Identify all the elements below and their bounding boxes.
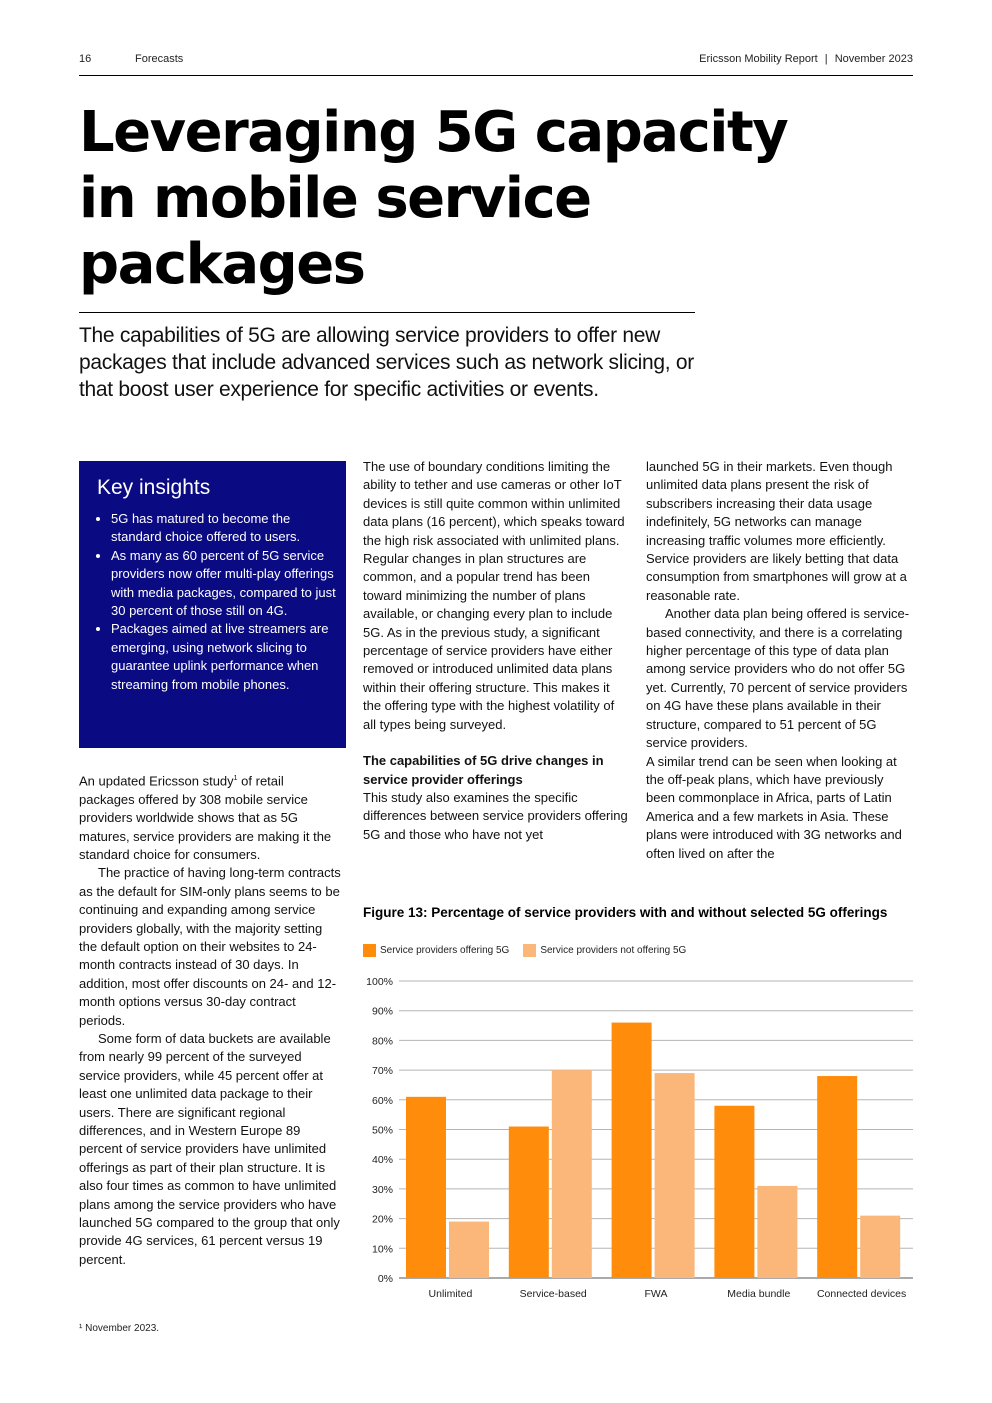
y-tick-label: 50%	[371, 1124, 393, 1137]
x-tick-label: Connected devices	[816, 1288, 907, 1300]
bar-not-offering-5g	[757, 1186, 797, 1278]
intro-rule	[79, 312, 695, 313]
intro-paragraph: The capabilities of 5G are allowing service providers to offer new packages that include advanced services such as network slicing, or that boost user experience for specific activities or events.	[79, 324, 694, 401]
y-tick-label: 90%	[371, 1005, 393, 1018]
footnote: ¹ November 2023.	[79, 1323, 160, 1334]
y-tick-label: 30%	[371, 1183, 393, 1196]
key-insights-heading: Key insights	[97, 476, 211, 499]
body-column-2	[363, 458, 629, 844]
page-title: Leveraging 5G capacity in mobile service packages	[79, 100, 788, 297]
body-text: of retail packages offered by 308 mobile service providers worldwide shows that as 5G matures, service providers are making it the standard choice for consumers.	[79, 773, 332, 862]
figure-title: Figure 13: Percentage of service providers with and without selected 5G offerings	[363, 905, 888, 920]
y-tick-label: 60%	[371, 1094, 393, 1107]
y-tick-label: 20%	[371, 1213, 393, 1226]
y-tick-label: 70%	[371, 1065, 393, 1078]
y-tick-label: 100%	[366, 976, 393, 988]
legend-label: Service providers offering 5G	[380, 945, 510, 956]
body-paragraph: This study also examines the specific differences between service providers offering 5G and those who have not yet	[363, 789, 628, 842]
body-paragraph: launched 5G in their markets. Even though unlimited data plans present the risk of subscribers increasing their data usage indefinitely, 5G networks can manage increasing traffic volumes more efficiently. Service providers are likely betting that data consumption from smartphones will grow at a reasonable rate.	[646, 459, 907, 603]
report-date: November 2023	[834, 53, 913, 65]
body-paragraph: Another data plan being offered is service-based connectivity, and there is a correlating higher percentage of this type of data plan among service providers who do not offer 5G yet. Currently, 70 percent of service providers on 4G have these plans available in their structure, compared to 51 percent of 5G service providers.	[646, 606, 910, 751]
body-paragraph	[79, 770, 341, 864]
body-text: An updated Ericsson study	[79, 773, 234, 789]
report-name: Ericsson Mobility Report	[699, 53, 818, 65]
body-column-3	[646, 458, 914, 863]
key-insights-list	[97, 510, 336, 694]
bar-chart	[355, 970, 925, 1305]
legend-item-5g	[363, 944, 509, 957]
x-tick-label: FWA	[644, 1288, 668, 1300]
x-tick-label: Media bundle	[727, 1288, 791, 1300]
bar-offering-5g	[509, 1127, 549, 1278]
header-rule	[79, 75, 913, 76]
legend-swatch	[363, 944, 376, 957]
x-tick-label: Unlimited	[428, 1288, 473, 1300]
header-separator: |	[824, 53, 828, 65]
x-tick-label: Service-based	[519, 1288, 587, 1300]
bar-not-offering-5g	[860, 1216, 900, 1278]
body-paragraph: The practice of having long-term contracts as the default for SIM-only plans seems to be continuing and expanding among service providers globally, with the majority setting the default option on their websites to 24-month contracts instead of 30 days. In addition, most offer discounts on 24- and 12-month options versus 30-day contract periods.	[79, 865, 341, 1028]
y-tick-label: 0%	[377, 1273, 393, 1285]
bar-offering-5g	[817, 1076, 857, 1278]
bar-not-offering-5g	[655, 1073, 695, 1278]
y-tick-label: 10%	[371, 1243, 393, 1256]
y-tick-label: 80%	[371, 1035, 393, 1048]
footnote-ref: 1	[233, 775, 238, 782]
key-insights-box	[79, 461, 346, 748]
bar-offering-5g	[714, 1106, 754, 1278]
subheading: The capabilities of 5G drive changes in service provider offerings	[363, 753, 604, 787]
legend-swatch	[523, 944, 536, 957]
chart-legend	[363, 944, 686, 957]
y-tick-label: 40%	[371, 1154, 393, 1167]
bar-offering-5g	[406, 1097, 446, 1278]
legend-label: Service providers not offering 5G	[540, 945, 687, 956]
body-paragraph: A similar trend can be seen when looking at the off-peak plans, which have previously been commonplace in Africa, parts of Latin America and a few markets in Asia. These plans were introduced with 3G networks and often lived on after the	[646, 753, 902, 861]
bar-offering-5g	[612, 1023, 652, 1278]
key-insight-item: • 5G has matured to become the standard choice offered to users.	[111, 510, 336, 547]
body-paragraph: The use of boundary conditions limiting the ability to tether and use cameras or other IoT devices is still quite common within unlimited data plans (16 percent), which speaks toward the high risk associated with unlimited plans. Regular changes in plan structures are common, and a popular trend has been toward minimizing the number of plans available, or changing every plan to include 5G. As in the previous study, a significant percentage of service providers have either removed or introduced unlimited data plans within their offering structure. This makes it the offering type with the highest volatility of all types being surveyed.	[363, 459, 625, 732]
section-label: Forecasts	[135, 53, 184, 65]
key-insight-item: • Packages aimed at live streamers are emerging, using network slicing to guarantee uplink performance when streaming from mobile phones.	[111, 620, 336, 694]
page-number: 16	[79, 53, 92, 65]
legend-item-no-5g	[523, 944, 686, 957]
bar-not-offering-5g	[552, 1070, 592, 1278]
body-paragraph: Some form of data buckets are available from nearly 99 percent of the surveyed service providers, while 45 percent offer at least one unlimited data package to their users. There are significant regional differences, and in Western Europe 89 percent of service providers have unlimited offerings as part of their plan structure. It is also four times as common to have unlimited plans among the service providers who have launched 5G compared to the group that only provide 4G services, 61 percent versus 19 percent.	[79, 1031, 340, 1267]
key-insight-item: • As many as 60 percent of 5G service providers now offer multi-play offerings with media packages, compared to just 30 percent of those still on 4G.	[111, 547, 336, 621]
bar-not-offering-5g	[449, 1222, 489, 1278]
body-column-1	[79, 770, 341, 1269]
report-header	[699, 53, 913, 65]
